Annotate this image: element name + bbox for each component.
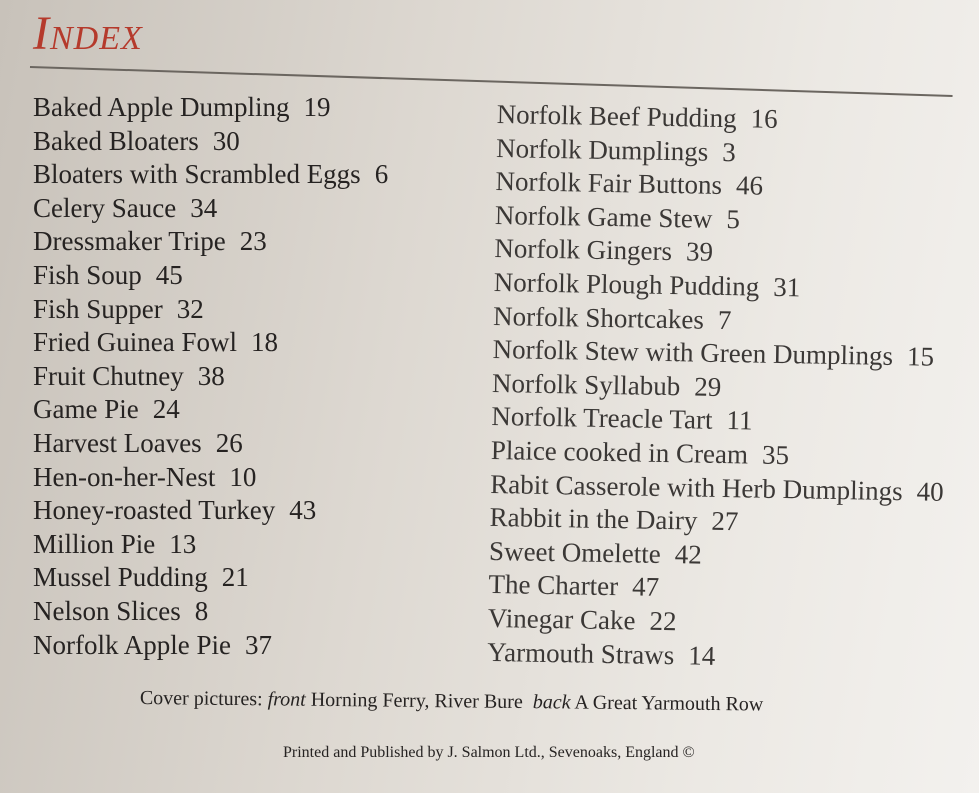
- index-entry: [33, 461, 388, 495]
- entry-page-number: 27: [711, 505, 739, 537]
- entry-page-number: 5: [726, 203, 741, 235]
- entry-page-number: 34: [190, 192, 218, 223]
- cover-front-label: front: [267, 688, 306, 711]
- entry-title: Norfolk Plough Pudding: [493, 266, 760, 302]
- index-entry: [33, 158, 388, 192]
- entry-title: Million Pie: [33, 528, 156, 559]
- index-entry: [33, 494, 388, 528]
- index-entry: [33, 326, 388, 360]
- entry-page-number: 23: [239, 226, 267, 257]
- entry-page-number: 31: [773, 271, 801, 303]
- entry-title: Rabit Casserole with Herb Dumplings: [490, 468, 903, 506]
- cover-front-text: Horning Ferry, River Bure: [310, 688, 523, 714]
- entry-page-number: 30: [212, 125, 240, 156]
- entry-page-number: 21: [221, 562, 249, 593]
- entry-page-number: 45: [155, 259, 183, 290]
- entry-title: Norfolk Treacle Tart: [491, 401, 713, 436]
- entry-title: Game Pie: [33, 394, 139, 425]
- imprint-line: Printed and Published by J. Salmon Ltd., Sevenoaks, England ©: [283, 744, 695, 761]
- entry-page-number: 39: [685, 236, 714, 268]
- entry-title: Dressmaker Tripe: [33, 226, 226, 257]
- cover-back-label: back: [532, 691, 571, 714]
- index-entry: [33, 360, 388, 394]
- index-entry: [33, 393, 388, 427]
- entry-page-number: 8: [194, 595, 209, 626]
- entry-page-number: 3: [722, 136, 737, 167]
- entry-title: Plaice cooked in Cream: [490, 434, 749, 470]
- entry-page-number: 43: [289, 495, 317, 526]
- entry-title: Norfolk Dumplings: [495, 132, 709, 167]
- index-column-left: [33, 91, 388, 662]
- entry-title: Norfolk Shortcakes: [492, 300, 705, 335]
- entry-title: Nelson Slices: [33, 595, 181, 626]
- entry-page-number: 7: [717, 304, 732, 335]
- entry-page-number: 11: [726, 405, 753, 436]
- index-entry: [33, 225, 388, 259]
- entry-title: Harvest Loaves: [33, 427, 202, 458]
- entry-page-number: 18: [250, 327, 278, 358]
- entry-page-number: 13: [169, 528, 197, 559]
- entry-title: Baked Apple Dumpling: [33, 92, 290, 122]
- entry-title: Vinegar Cake: [487, 602, 636, 636]
- entry-page-number: 32: [176, 293, 204, 324]
- entry-title: Bloaters with Scrambled Eggs: [33, 159, 361, 190]
- entry-title: Fruit Chutney: [33, 360, 184, 391]
- entry-title: Norfolk Syllabub: [491, 367, 681, 401]
- index-entry: [33, 125, 388, 159]
- entry-title: Norfolk Gingers: [494, 233, 673, 267]
- entry-page-number: 47: [631, 571, 660, 603]
- entry-page-number: 15: [906, 341, 935, 372]
- entry-title: Sweet Omelette: [488, 535, 662, 569]
- entry-title: Fish Soup: [33, 259, 142, 290]
- entry-title: Norfolk Fair Buttons: [495, 166, 723, 201]
- entry-title: Fish Supper: [33, 293, 163, 324]
- entry-title: Norfolk Apple Pie: [33, 629, 231, 660]
- entry-title: Hen-on-her-Nest: [33, 461, 216, 492]
- entry-title: Norfolk Game Stew: [494, 199, 713, 234]
- entry-title: Honey-roasted Turkey: [33, 495, 276, 526]
- entry-page-number: 38: [197, 360, 225, 391]
- index-entry: [33, 259, 388, 293]
- entry-page-number: 37: [244, 629, 272, 660]
- entry-page-number: 22: [649, 605, 677, 637]
- entry-page-number: 16: [750, 103, 778, 134]
- index-column-right: [487, 98, 950, 677]
- entry-title: The Charter: [488, 569, 619, 602]
- entry-title: Baked Bloaters: [33, 125, 199, 156]
- index-entry: [33, 427, 388, 461]
- entry-page-number: 42: [674, 538, 703, 570]
- cover-label: Cover pictures:: [139, 687, 263, 711]
- entry-page-number: 10: [229, 461, 257, 492]
- entry-page-number: 19: [303, 92, 331, 122]
- index-entry: [33, 528, 388, 562]
- entry-title: Yarmouth Straws: [487, 636, 675, 670]
- entry-page-number: 46: [735, 170, 764, 201]
- cover-back-text: A Great Yarmouth Row: [574, 691, 764, 716]
- index-entry: [33, 91, 388, 125]
- entry-page-number: 35: [761, 439, 790, 471]
- entry-page-number: 24: [152, 394, 180, 425]
- entry-page-number: 29: [693, 371, 722, 402]
- entry-title: Fried Guinea Fowl: [33, 327, 237, 358]
- entry-title: Mussel Pudding: [33, 562, 208, 593]
- entry-title: Celery Sauce: [33, 192, 177, 223]
- index-entry: [33, 192, 388, 226]
- cover-caption: [140, 687, 764, 717]
- index-entry: [33, 595, 388, 629]
- entry-page-number: 40: [916, 475, 944, 507]
- entry-title: Norfolk Beef Pudding: [496, 98, 737, 134]
- index-entry: [33, 629, 388, 663]
- index-entry: [33, 561, 388, 595]
- index-entry: [33, 293, 388, 327]
- entry-title: Rabbit in the Dairy: [489, 502, 698, 536]
- index-entry: [487, 635, 941, 677]
- entry-page-number: 14: [688, 639, 716, 671]
- entry-page-number: 6: [374, 159, 389, 190]
- index-heading: Index: [33, 7, 143, 60]
- entry-title: Norfolk Stew with Green Dumplings: [492, 334, 894, 372]
- entry-page-number: 26: [215, 427, 243, 458]
